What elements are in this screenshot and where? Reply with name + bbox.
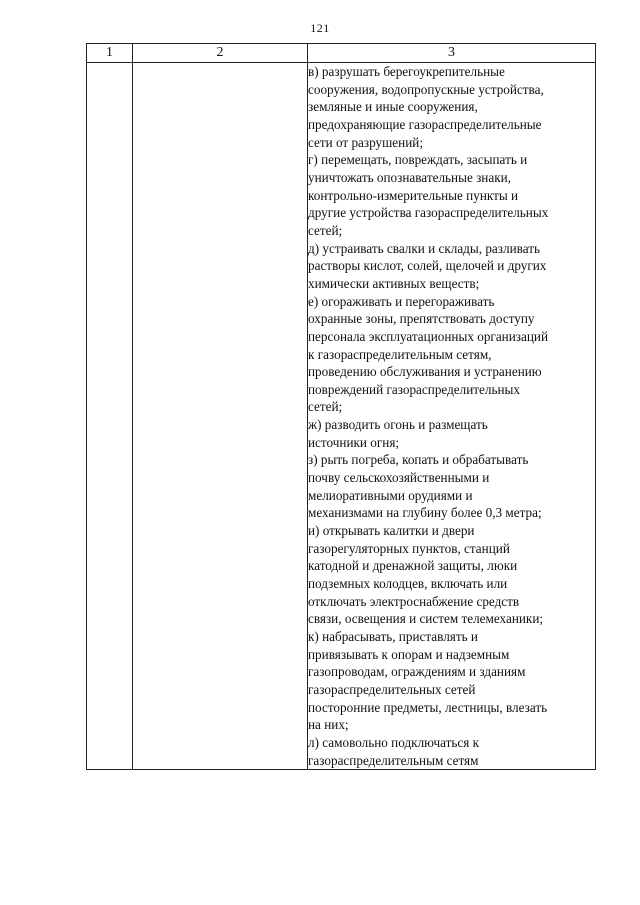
text-line: предохраняющие газораспределительные — [308, 116, 542, 132]
text-line: сооружения, водопропускные устройства, — [308, 81, 544, 97]
text-line: газопроводам, ограждениям и зданиям — [308, 664, 526, 680]
text-line: и) открывать калитки и двери — [308, 523, 475, 539]
text-line: к газораспределительным сетям, — [308, 346, 492, 362]
page-number: 121 — [310, 21, 330, 35]
text-line: газораспределительным сетям — [308, 752, 479, 768]
cell-col1 — [87, 63, 133, 770]
text-line: контрольно-измерительные пункты и — [308, 187, 519, 203]
text-line: персонала эксплуатационных организаций — [308, 328, 549, 344]
text-line: газораспределительных сетей — [308, 681, 476, 697]
text-line: г) перемещать, повреждать, засыпать и — [308, 152, 528, 168]
text-line: газорегуляторных пунктов, станций — [308, 540, 510, 556]
column-header-3: 3 — [308, 44, 596, 63]
column-header-2: 2 — [133, 44, 308, 63]
text-line: земляные и иные сооружения, — [308, 99, 478, 115]
text-line: охранные зоны, препятствовать доступу — [308, 311, 535, 327]
text-line: химически активных веществ; — [308, 275, 480, 291]
text-line: проведению обслуживания и устранению — [308, 364, 542, 380]
text-line: на них; — [308, 717, 349, 733]
text-line: повреждений газораспределительных — [308, 381, 521, 397]
text-line: д) устраивать свалки и склады, разливать — [308, 240, 540, 256]
cell-col3 — [308, 63, 596, 770]
text-line: связи, освещения и систем телемеханики; — [308, 611, 544, 627]
text-line: катодной и дренажной защиты, люки — [308, 558, 518, 574]
text-line: е) огораживать и перегораживать — [308, 293, 495, 309]
table-row — [87, 63, 596, 770]
text-line: сетей; — [308, 399, 343, 415]
text-line: источники огня; — [308, 434, 400, 450]
text-line: в) разрушать берегоукрепительные — [308, 64, 505, 79]
cell-col2 — [133, 63, 308, 770]
text-line: растворы кислот, солей, щелочей и других — [308, 258, 547, 274]
text-line: посторонние предметы, лестницы, влезать — [308, 699, 548, 715]
column-header-1: 1 — [87, 44, 133, 63]
text-line: почву сельскохозяйственными и — [308, 470, 490, 486]
text-line: сети от разрушений; — [308, 134, 423, 150]
text-line: подземных колодцев, включать или — [308, 576, 508, 592]
text-line: мелиоративными орудиями и — [308, 487, 473, 503]
table-header-row — [87, 44, 596, 63]
text-line: механизмами на глубину более 0,3 метра; — [308, 505, 542, 521]
text-line: ж) разводить огонь и размещать — [308, 417, 488, 433]
text-line: сетей; — [308, 222, 343, 238]
text-line: привязывать к опорам и надземным — [308, 646, 510, 662]
text-line: л) самовольно подключаться к — [308, 734, 480, 750]
text-line: к) набрасывать, приставлять и — [308, 629, 478, 644]
text-line: з) рыть погреба, копать и обрабатывать — [308, 452, 529, 468]
document-table — [86, 43, 596, 770]
text-line: другие устройства газораспределительных — [308, 205, 549, 221]
text-line: отключать электроснабжение средств — [308, 593, 520, 609]
text-line: уничтожать опознавательные знаки, — [308, 169, 511, 185]
